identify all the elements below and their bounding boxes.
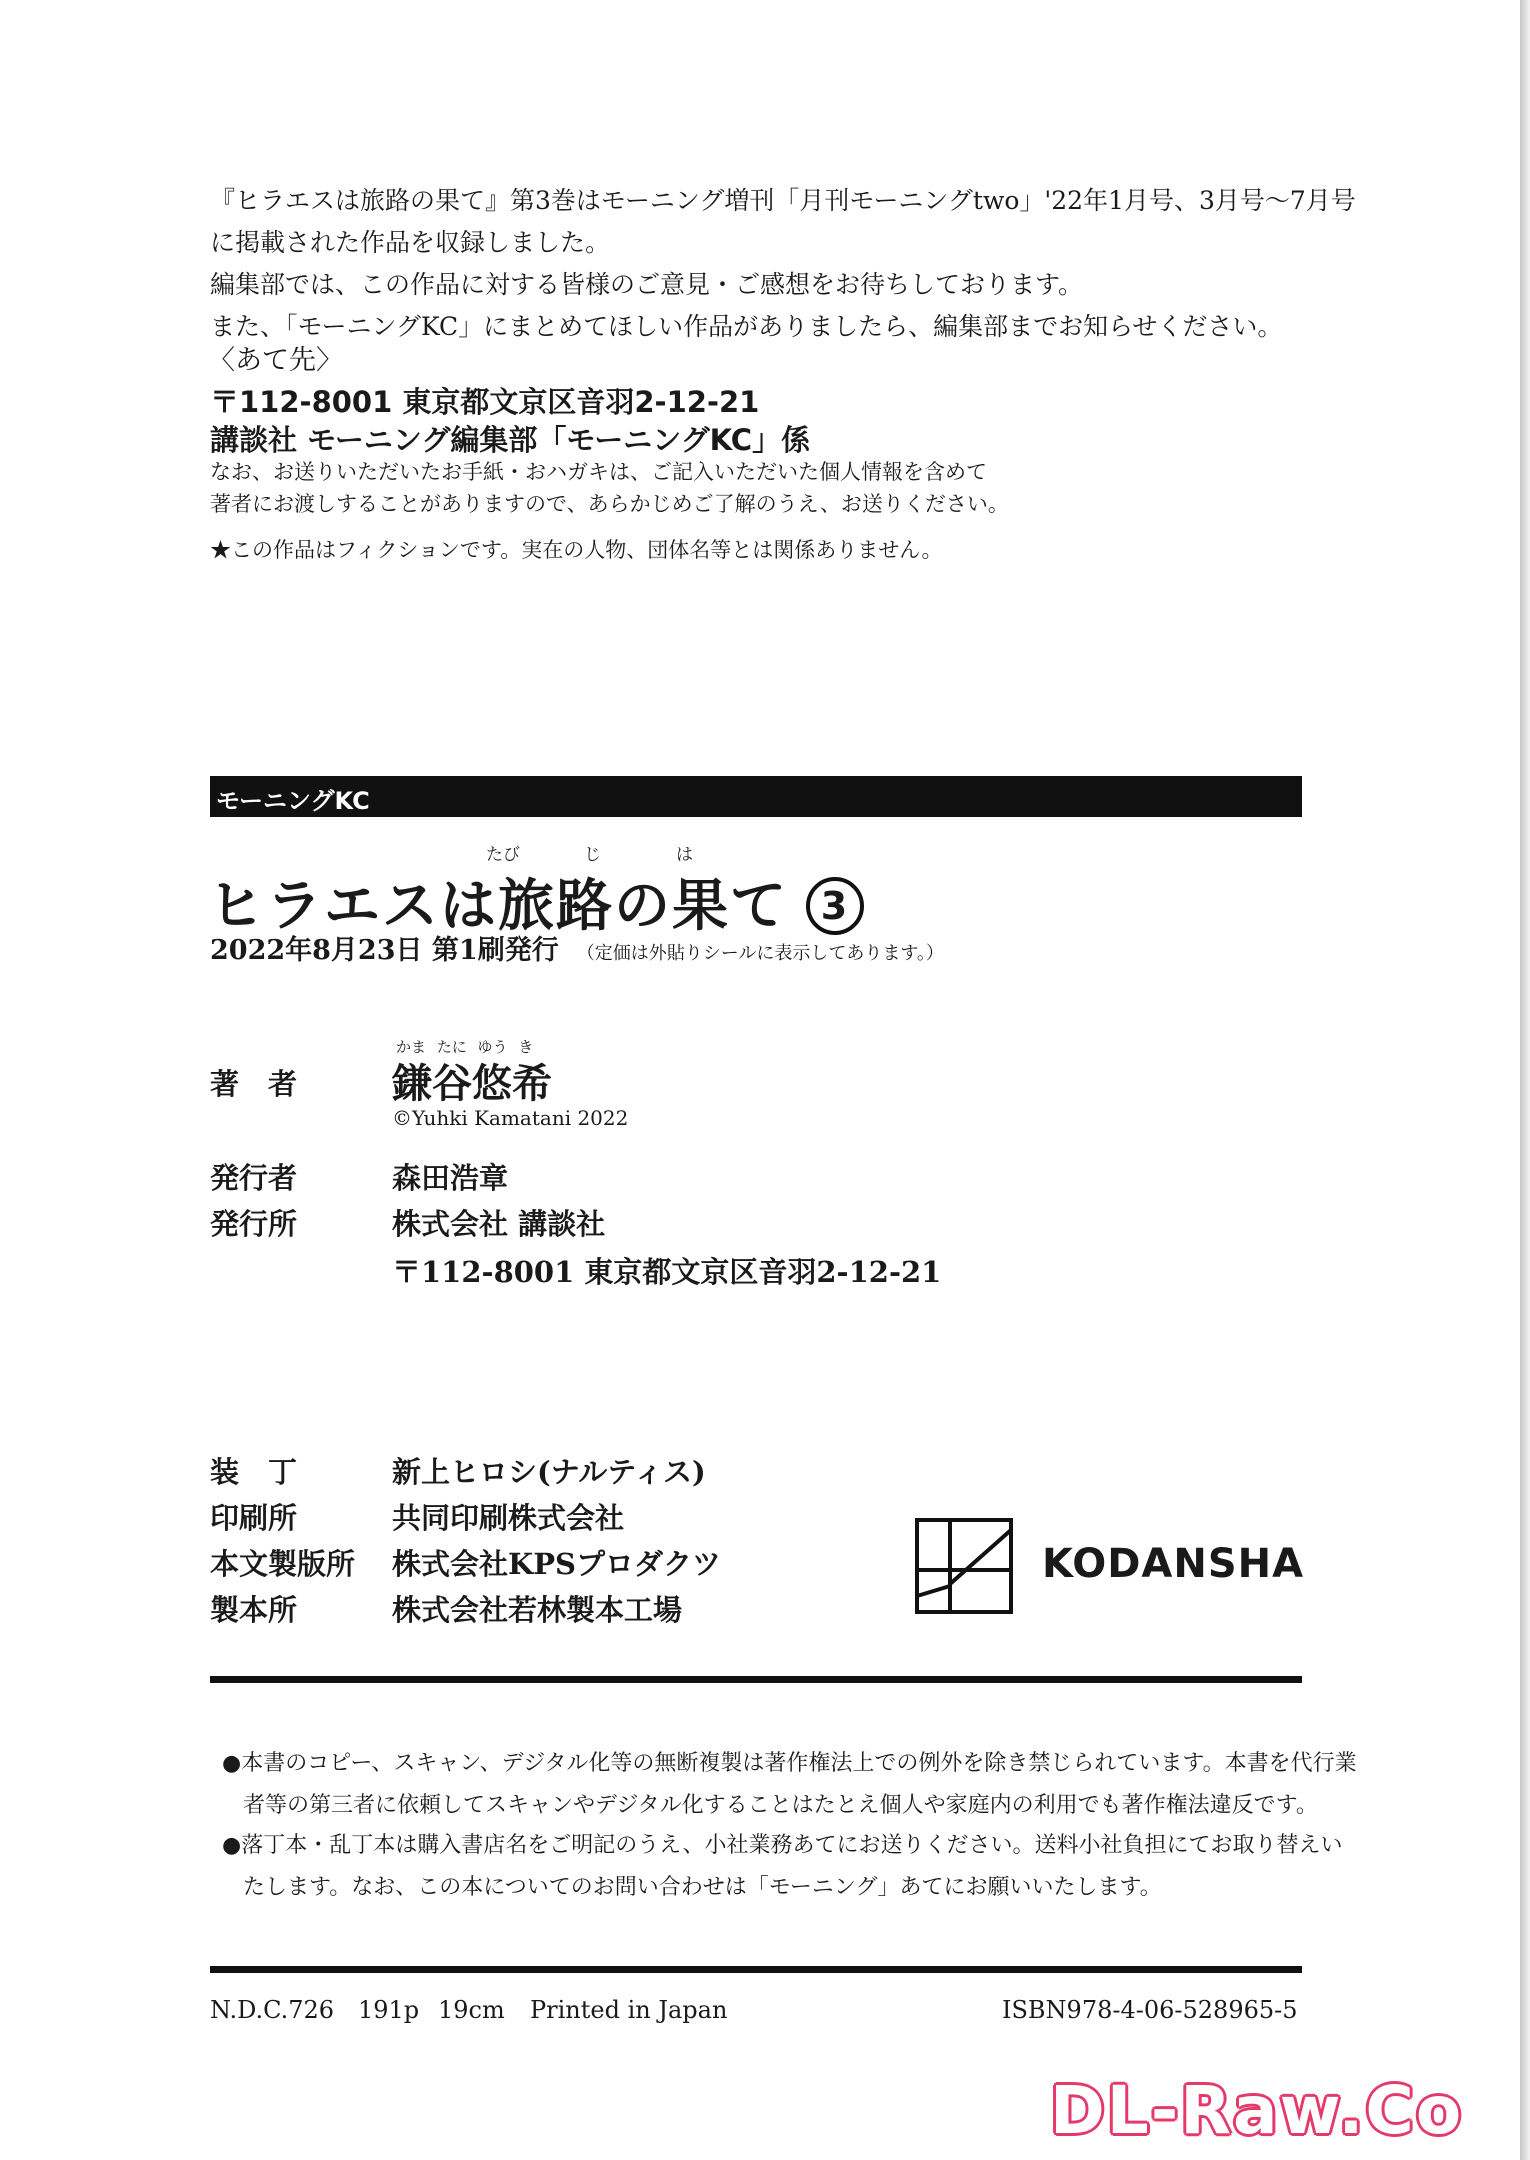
editorial-department: 講談社 モーニング編集部「モーニングKC」係 (210, 423, 811, 457)
site-watermark: DL-Raw.Co (1050, 2072, 1464, 2149)
editorial-notes (210, 180, 1356, 348)
publisher-person: 森田浩章 (392, 1161, 509, 1195)
author-ruby: かま たに ゆう き (396, 1038, 534, 1056)
book-title-text: ヒラエスは旅路の果て (208, 874, 788, 939)
legal-line-3: ●落丁本・乱丁本は購入書店名をご明記のうえ、小社業務あてにお送りください。送料小社負担にてお取り替えい (222, 1833, 1343, 1858)
postal-address: 〒112-8001 東京都文京区音羽2-12-21 (210, 385, 760, 419)
ndc-code: N.D.C.726 (210, 1996, 335, 2024)
kodansha-logo-text: KODANSHA (1042, 1541, 1305, 1587)
author-name: 鎌谷悠希 (392, 1060, 552, 1107)
title-ruby-ji: じ (584, 845, 601, 865)
divider-rule-top (210, 1676, 1302, 1683)
note-line: に掲載された作品を収録しました。 (210, 228, 611, 257)
printer-credit: 共同印刷株式会社 (392, 1501, 625, 1535)
legal-line-2: 者等の第三者に依頼してスキャンやデジタル化することはたとえ個人や家庭内の利用でも著作権法違反です。 (243, 1793, 1318, 1818)
binder-credit: 株式会社若林製本工場 (392, 1593, 683, 1627)
privacy-note-1: なお、お送りいただいたお手紙・おハガキは、ご記入いただいた個人情報を含めて (210, 460, 987, 484)
title-ruby-ha: は (676, 845, 693, 865)
publisher-name: 株式会社 講談社 (392, 1207, 606, 1241)
page-edge-shadow (1520, 0, 1530, 2160)
fiction-disclaimer: ★この作品はフィクションです。実在の人物、団体名等とは関係ありません。 (210, 538, 943, 562)
volume-number-badge: 3 (806, 877, 864, 935)
publisher-label: 発行所 (210, 1207, 298, 1241)
printed-in: Printed in Japan (530, 1996, 728, 2024)
publication-date-line (210, 928, 944, 967)
copyright-notice: ©Yuhki Kamatani 2022 (392, 1106, 629, 1130)
book-size: 19cm (438, 1996, 505, 2024)
typesetter-label: 本文製版所 (210, 1547, 356, 1581)
title-ruby-tabi: たび (486, 845, 520, 865)
note-line: 編集部では、この作品に対する皆様のご意見・ご感想をお待ちしております。 (210, 270, 1084, 299)
privacy-note-2: 著者にお渡しすることがありますので、あらかじめご了解のうえ、お送りください。 (210, 492, 1009, 516)
series-label-bar (210, 776, 1302, 817)
divider-rule-bottom (210, 1966, 1302, 1973)
publisher-person-label: 発行者 (210, 1161, 298, 1195)
isbn: ISBN978-4-06-528965-5 (1002, 1996, 1298, 2024)
series-label: モーニングKC (216, 787, 370, 815)
kodansha-logo-icon (915, 1518, 1013, 1614)
binder-label: 製本所 (210, 1593, 298, 1627)
printer-label: 印刷所 (210, 1501, 298, 1535)
publication-date: 2022年8月23日 第1刷発行 (210, 935, 559, 966)
typesetter-credit: 株式会社KPSプロダクツ (392, 1547, 721, 1581)
note-line: 『ヒラエスは旅路の果て』第3巻はモーニング増刊「月刊モーニングtwo」'22年1月号、3月号〜7月号 (210, 186, 1356, 215)
design-credit: 新上ヒロシ(ナルティス) (392, 1455, 706, 1489)
page-count: 191p (358, 1996, 420, 2024)
design-label: 装 丁 (210, 1455, 298, 1489)
publisher-address: 〒112-8001 東京都文京区音羽2-12-21 (392, 1255, 942, 1289)
note-line: また、「モーニングKC」にまとめてほしい作品がありましたら、編集部までお知らせください。 (210, 312, 1283, 341)
legal-line-4: たします。なお、この本についてのお問い合わせは「モーニング」あてにお願いいたします。 (243, 1875, 1162, 1900)
price-note: （定価は外貼りシールに表示してあります。） (576, 943, 944, 964)
legal-line-1: ●本書のコピー、スキャン、デジタル化等の無断複製は著作権法上での例外を除き禁じられています。本書を代行業 (222, 1751, 1357, 1776)
address-heading: 〈あて先〉 (208, 345, 343, 376)
author-label: 著 者 (210, 1067, 298, 1101)
